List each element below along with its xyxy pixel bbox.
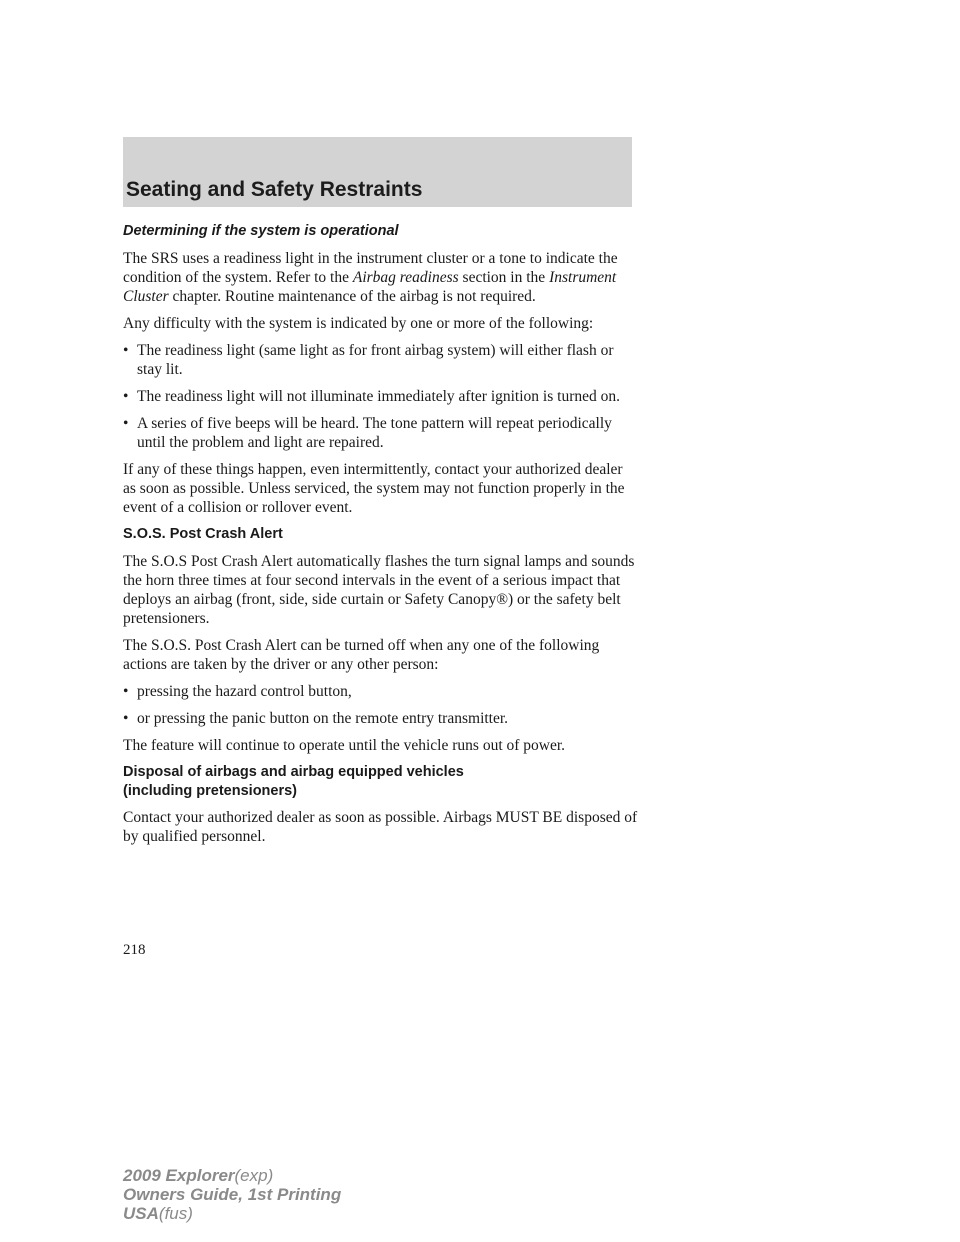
list-item: • The readiness light will not illuminate immediately after ignition is turned on. bbox=[123, 388, 620, 405]
bullet-icon: • bbox=[123, 388, 129, 405]
bullet-icon: • bbox=[123, 342, 129, 359]
heading-sos-post-crash-alert: S.O.S. Post Crash Alert bbox=[123, 526, 283, 542]
list-item: • pressing the hazard control button, bbox=[123, 683, 352, 700]
page-content bbox=[123, 222, 638, 854]
document-footer: 2009 Explorer(exp) Owners Guide, 1st Printing USA(fus) bbox=[123, 1166, 342, 1223]
heading-operational: Determining if the system is operational bbox=[123, 223, 399, 239]
page-number: 218 bbox=[123, 942, 146, 958]
bullet-icon: • bbox=[123, 415, 129, 432]
paragraph-srs-readiness: The SRS uses a readiness light in the instrument cluster or a tone to indicate the condition of the system. Refer to the Airbag readiness section in the Instrument Cluster chapter. Routine maintenance of the airbag is not required. bbox=[123, 250, 618, 305]
bullet-icon: • bbox=[123, 683, 129, 700]
section-title: Seating and Safety Restraints bbox=[126, 178, 423, 201]
list-item: • or pressing the panic button on the remote entry transmitter. bbox=[123, 710, 509, 727]
reference-instrument-cluster: Instrument Cluster bbox=[123, 269, 617, 305]
list-item: • A series of five beeps will be heard. The tone pattern will repeat periodically until the problem and light are repaired. bbox=[123, 415, 612, 451]
list-item: • The readiness light (same light as for front airbag system) will either flash or stay lit. bbox=[123, 342, 614, 378]
paragraph-sos-turn-off: The S.O.S. Post Crash Alert can be turned off when any one of the following actions are taken by the driver or any other person: bbox=[123, 637, 600, 673]
paragraph-contact-dealer: If any of these things happen, even intermittently, contact your authorized dealer as soon as possible. Unless serviced, the system may not function properly in the event of a collision or rollover event. bbox=[123, 461, 625, 516]
heading-disposal: Disposal of airbags and airbag equipped vehicles (including pretensioners) bbox=[123, 764, 464, 799]
paragraph-disposal: Contact your authorized dealer as soon as possible. Airbags MUST BE disposed of by qualified personnel. bbox=[123, 809, 638, 845]
bullet-icon: • bbox=[123, 710, 129, 727]
paragraph-sos-power: The feature will continue to operate until the vehicle runs out of power. bbox=[123, 737, 566, 754]
paragraph-difficulty: Any difficulty with the system is indicated by one or more of the following: bbox=[123, 315, 594, 332]
reference-airbag-readiness: Airbag readiness bbox=[352, 269, 459, 286]
paragraph-sos-description: The S.O.S Post Crash Alert automatically flashes the turn signal lamps and sounds the horn three times at four second intervals in the event of a serious impact that deploys an airbag (front, side, side curtain or Safety Canopy®) or the safety belt pretensioners. bbox=[123, 553, 635, 627]
